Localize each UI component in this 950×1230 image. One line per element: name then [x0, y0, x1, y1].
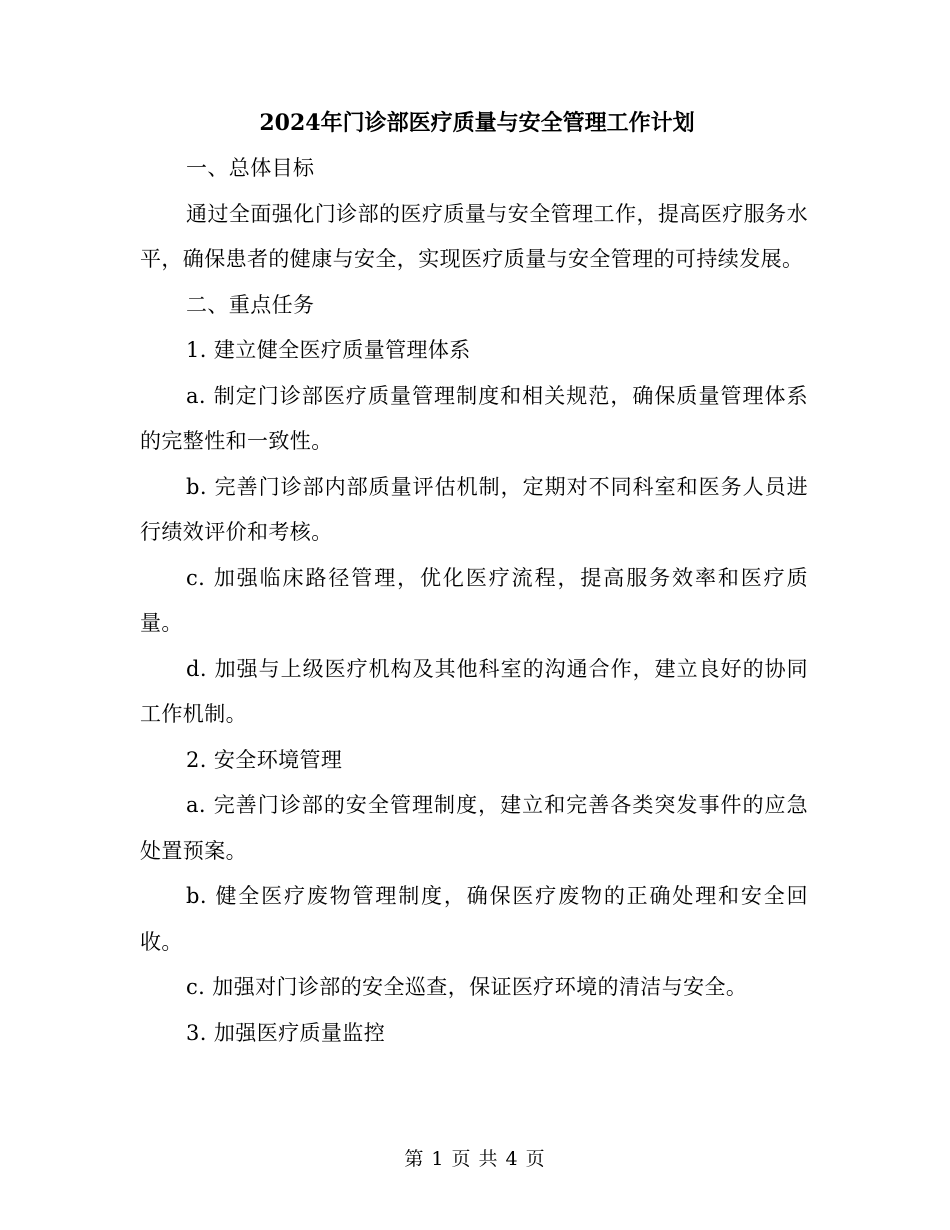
section-heading-key-tasks: 二、重点任务: [186, 292, 315, 317]
subheading-quality-monitoring: 3. 加强医疗质量监控: [186, 1020, 386, 1045]
list-item-2a: a. 完善门诊部的安全管理制度，建立和完善各类突发事件的应急处置预案。: [140, 793, 808, 863]
list-item-1d: d. 加强与上级医疗机构及其他科室的沟通合作，建立良好的协同工作机制。: [140, 656, 808, 726]
page-footer: 第 1 页 共 4 页: [404, 1148, 546, 1170]
list-item-2c: c. 加强对门诊部的安全巡查，保证医疗环境的清洁与安全。: [186, 975, 748, 999]
section-heading-overall-goal: 一、总体目标: [186, 156, 315, 180]
list-item-1a: a. 制定门诊部医疗质量管理制度和相关规范，确保质量管理体系的完整性和一致性。: [140, 383, 808, 453]
list-item-2b: b. 健全医疗废物管理制度，确保医疗废物的正确处理和安全回收。: [140, 884, 808, 954]
document-title: 2024年门诊部医疗质量与安全管理工作计划: [259, 110, 695, 136]
list-item-1c: c. 加强临床路径管理，优化医疗流程，提高服务效率和医疗质量。: [140, 565, 808, 635]
document-body: [140, 100, 808, 1056]
paragraph-overall-goal: 通过全面强化门诊部的医疗质量与安全管理工作，提高医疗服务水平，确保患者的健康与安全，实现医疗质量与安全管理的可持续发展。: [140, 201, 808, 271]
subheading-quality-system: 1. 建立健全医疗质量管理体系: [186, 338, 471, 362]
list-item-1b: b. 完善门诊部内部质量评估机制，定期对不同科室和医务人员进行绩效评价和考核。: [140, 474, 808, 544]
subheading-safety-environment: 2. 安全环境管理: [186, 747, 343, 772]
